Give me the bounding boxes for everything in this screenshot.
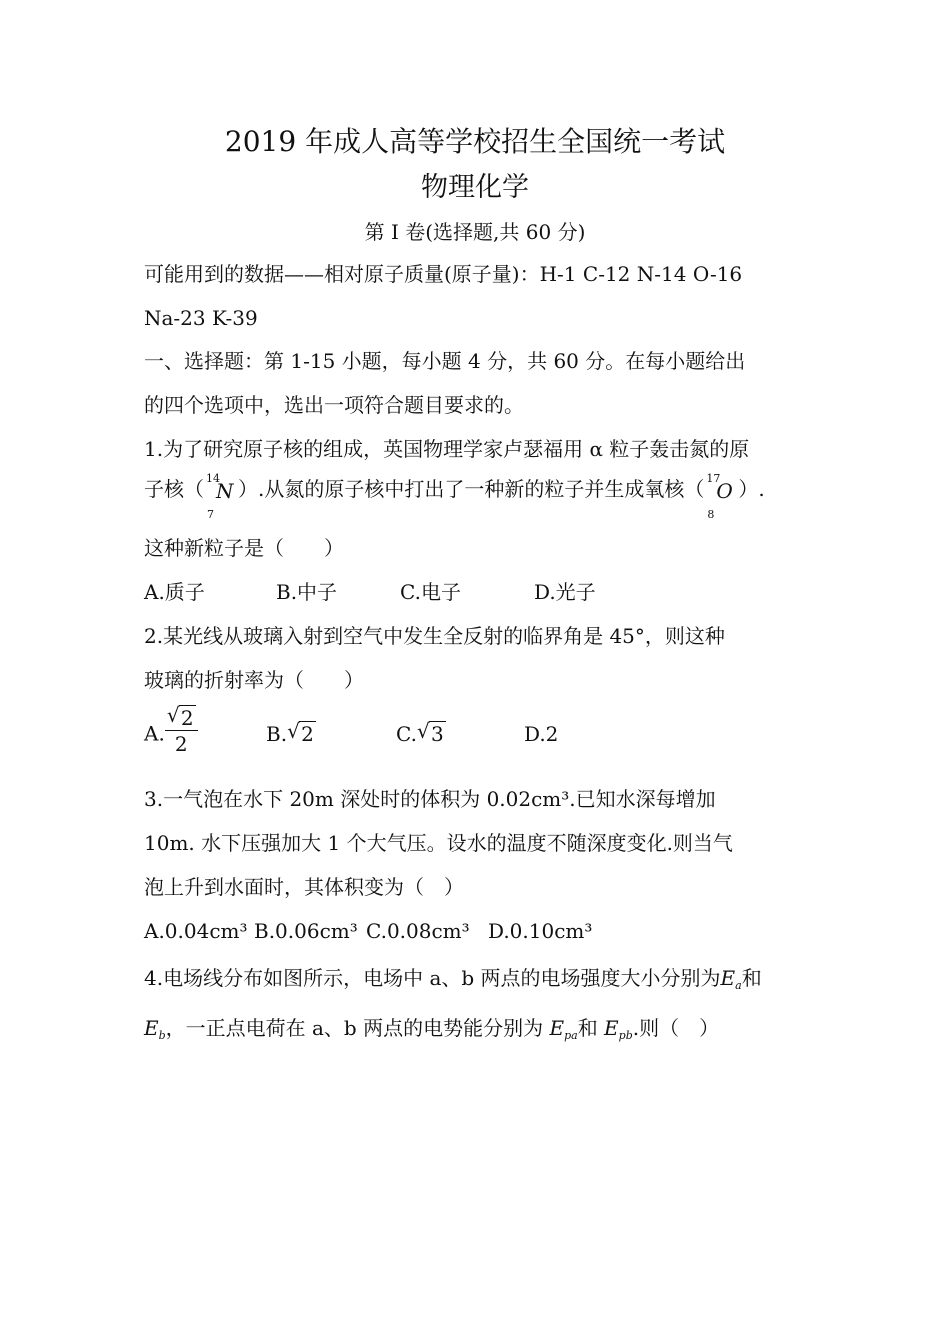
exam-subject: 物理化学 bbox=[421, 172, 529, 203]
q2-option-a bbox=[144, 703, 266, 759]
section-instructions-1: 一、选择题：第 1-15 小题，每小题 4 分，共 60 分。在每小题给出 bbox=[144, 349, 746, 373]
fraction bbox=[165, 703, 198, 757]
sqrt-icon: √ 2 bbox=[166, 703, 194, 730]
q1-text-b: ）.从氮的原子核中打出了一种新的粒子并生成氧核（ bbox=[238, 477, 705, 501]
oxygen-nuclide bbox=[704, 471, 738, 521]
q2-line-2: 玻璃的折射率为（ ） bbox=[144, 668, 364, 692]
q1-line-2 bbox=[144, 471, 765, 521]
oxygen-atomic-number: 8 bbox=[707, 507, 715, 521]
q1-option-c: C.电子 bbox=[400, 580, 461, 604]
q3-line-1: 3.一气泡在水下 20m 深处时的体积为 0.02cm³.已知水深每增加 bbox=[144, 787, 716, 811]
q2-option-b-value: 2 bbox=[301, 721, 314, 746]
nitrogen-mass-number: 14 bbox=[206, 471, 220, 485]
q1-option-a: A.质子 bbox=[144, 580, 205, 604]
q4-text-d: 和 bbox=[577, 1016, 605, 1040]
potential-energy-a: $E_{pa}$ bbox=[549, 1016, 578, 1042]
q2-option-b bbox=[266, 718, 396, 746]
nitrogen-atomic-number: 7 bbox=[207, 507, 214, 521]
nitrogen-nuclide bbox=[204, 471, 238, 521]
q3-option-d: D.0.10cm³ bbox=[488, 919, 593, 943]
q1-options bbox=[144, 580, 596, 604]
field-strength-a: $E_a$ bbox=[720, 966, 742, 992]
q3-option-c: C.0.08cm³ bbox=[366, 919, 470, 943]
oxygen-symbol: O bbox=[716, 478, 733, 503]
section-instructions-2: 的四个选项中，选出一项符合题目要求的。 bbox=[144, 393, 524, 417]
q1-option-d: D.光子 bbox=[534, 580, 596, 604]
exam-title: 2019 年成人高等学校招生全国统一考试 bbox=[224, 125, 726, 158]
q2-options bbox=[144, 703, 559, 768]
sqrt-icon: √ 2 bbox=[287, 718, 314, 746]
q3-line-2: 10m. 水下压强加大 1 个大气压。设水的温度不随深度变化.则当气 bbox=[144, 831, 733, 855]
q1-text-a: 子核（ bbox=[144, 477, 204, 501]
q2-option-c bbox=[396, 718, 524, 746]
q4-text-c: ，一正点电荷在 a、b 两点的电势能分别为 bbox=[165, 1016, 550, 1040]
q3-option-a: A.0.04cm³ bbox=[144, 919, 248, 943]
q2-option-d: D.2 bbox=[524, 721, 559, 746]
sqrt-icon: √ 3 bbox=[416, 718, 444, 746]
oxygen-mass-number: 17 bbox=[706, 471, 721, 485]
q1-text-c: ）. bbox=[738, 477, 765, 501]
atomic-mass-line-1: 可能用到的数据——相对原子质量(原子量)：H-1 C-12 N-14 O-16 bbox=[144, 262, 743, 286]
q4-text-b: 和 bbox=[741, 966, 762, 990]
q2-option-a-numerator: 2 bbox=[180, 706, 194, 730]
field-strength-b: $E_b$ bbox=[144, 1016, 166, 1042]
nitrogen-symbol: N bbox=[216, 478, 234, 503]
q2-option-c-label: C. bbox=[396, 721, 417, 746]
q4-line-1 bbox=[144, 966, 762, 998]
q1-option-b: B.中子 bbox=[276, 580, 338, 604]
q2-option-b-label: B. bbox=[266, 721, 288, 746]
q3-line-3: 泡上升到水面时，其体积变为（ ） bbox=[144, 875, 464, 899]
q2-option-c-value: 3 bbox=[430, 721, 444, 746]
q3-option-b: B.0.06cm³ bbox=[254, 919, 358, 943]
q1-line-3: 这种新粒子是（ ） bbox=[144, 536, 344, 560]
potential-energy-b: $E_{pb}$ bbox=[604, 1016, 633, 1042]
q2-option-a-denominator: 2 bbox=[174, 732, 188, 756]
q3-options bbox=[144, 919, 592, 943]
q2-line-1: 2.某光线从玻璃入射到空气中发生全反射的临界角是 45°，则这种 bbox=[144, 624, 725, 648]
volume-heading: 第 I 卷(选择题,共 60 分) bbox=[364, 220, 586, 244]
q4-text-a: 4.电场线分布如图所示，电场中 a、b 两点的电场强度大小分别为 bbox=[144, 966, 721, 990]
q4-text-e: .则（ ） bbox=[632, 1016, 720, 1040]
q2-option-a-label: A. bbox=[144, 721, 165, 746]
atomic-mass-line-2: Na-23 K-39 bbox=[144, 306, 258, 330]
q4-line-2 bbox=[144, 1016, 719, 1048]
q1-line-1: 1.为了研究原子核的组成，英国物理学家卢瑟福用 α 粒子轰击氮的原 bbox=[144, 437, 750, 461]
